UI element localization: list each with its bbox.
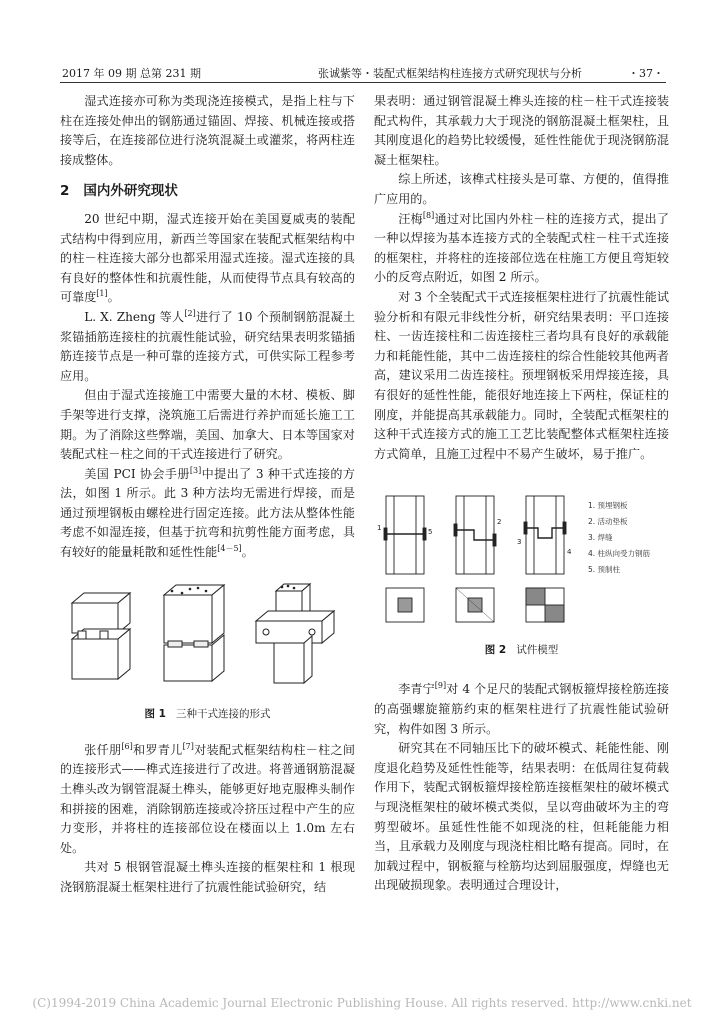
connection-form-1 (72, 593, 130, 679)
paragraph: 共对 5 根钢管混凝土榫头连接的框架柱和 1 根现浇钢筋混凝土框架柱进行了抗震性能试验研究，结 (60, 860, 355, 894)
text: 对装配式框架结构柱－柱之间的连接形式——榫式连接进行了改进。将普通钢筋混凝土榫头改为钢管混凝土榫头，能够更好地克服榫头制作和拼接的困难，消除钢筋连接或冷挤压过程中产生的应力变形，并将柱的连接部位设在楼面以上 1.0m 左右处。 (60, 742, 355, 855)
paragraph (60, 210, 355, 308)
text: 。 (241, 545, 254, 560)
text: 李青宁 (398, 682, 435, 697)
figure-1 (60, 579, 355, 725)
citation: [9] (434, 681, 447, 691)
citation: [3] (189, 465, 202, 475)
figure-1-illustration (60, 579, 355, 691)
paragraph: 湿式连接亦可称为类现浇连接模式，是指上柱与下柱在连接处伸出的钢筋通过锚固、焊接、机械连接或搭接等后，在连接部位进行浇筑混凝土或灌浆，将两柱连接成整体。 (60, 94, 355, 167)
text: 。 (107, 290, 120, 305)
paragraph: 研究其在不同轴压比下的破坏模式、耗能性能、刚度退化趋势及延性性能等，结果表明：在低周往复荷载作用下，装配式钢板箍焊接栓筋连接框架柱的破坏模式与现浇框架柱的破坏模式类似，呈以弯曲破坏为主的弯剪型破坏。虽延性性能不如现浇的柱，但耗能能力相当，且承载力及刚度与现浇柱相比略有提高。同时，在加载过程中，钢板箍与栓筋均达到屈服强度，焊缝也无出现破损现象。表明通过合理设计， (374, 741, 669, 893)
figure-2-legend (588, 500, 651, 574)
article-running-title: 张诚紫等・装配式框架结构柱连接方式研究现状与分析 (318, 67, 582, 80)
text: 美国 PCI 协会手册 (84, 466, 190, 481)
text: 20 世纪中期，湿式连接开始在美国夏威夷的装配式结构中得到应用，新西兰等国家在装配式框架结构中的柱－柱连接大部分也都采用湿式连接。湿式连接的具有良好的整体性和抗震性能，从而使得节点具有较高的可靠度 (60, 211, 355, 305)
label-3: 3 (517, 538, 522, 547)
figure-number: 图 1 (144, 708, 166, 721)
legend-item: 5. 预制柱 (588, 565, 621, 575)
citation: [4－5] (217, 544, 242, 554)
figure-number: 图 2 (484, 643, 507, 656)
figure-2-caption (374, 641, 669, 661)
section-title: 国内外研究现状 (83, 183, 178, 200)
citation: [8] (422, 210, 435, 220)
citation: [7] (182, 741, 194, 751)
specimen-flat-joint (384, 496, 426, 622)
text: L. X. Zheng 等人 (84, 309, 185, 324)
citation: [2] (184, 308, 196, 318)
citation: [1] (96, 289, 108, 299)
paragraph (60, 741, 355, 859)
citation: [6] (121, 741, 133, 751)
text: 对 4 个足尺的装配式钢板箍焊接栓筋连接的高强螺旋箍筋约束的框架柱进行了抗震性能试验研究，构件如图 3 所示。 (374, 682, 669, 736)
text: 通过对比国内外柱－柱的连接方式，提出了一种以焊接为基本连接方式的全装配式柱－柱干式连接的框架柱，并将柱的连接部位选在柱施工方便且弯矩较小的反弯点附近，如图 2 所示。 (374, 211, 669, 285)
paragraph: 果表明：通过钢管混凝土榫头连接的柱－柱干式连接装配式构件，其承载力大于现浇的钢筋混凝土框架柱，且其刚度退化的趋势比较缓慢，延性性能优于现浇钢筋混凝土框架柱。 (374, 94, 669, 167)
legend-item: 1. 预埋钢板 (588, 501, 628, 511)
figure-2 (374, 494, 669, 660)
label-5: 5 (428, 528, 433, 537)
paragraph (60, 308, 355, 386)
text: 和罗青儿 (132, 742, 183, 757)
figure-title: 试件模型 (516, 643, 559, 656)
text: 张仟朋 (84, 742, 122, 757)
paragraph (60, 465, 355, 563)
page-number: ・37・ (628, 67, 664, 80)
section-number: 2 (60, 183, 70, 200)
paragraph (374, 680, 669, 739)
text: 汪梅 (398, 211, 423, 226)
legend-item: 4. 柱纵向受力钢筋 (588, 549, 651, 559)
paragraph (374, 210, 669, 288)
copyright-footer: (C)1994-2019 China Academic Journal Electronic Publishing House. All rights reserved. http://www.cnki.net (32, 996, 692, 1010)
legend-item: 3. 焊缝 (588, 533, 613, 543)
specimen-one-tooth-joint (454, 496, 496, 622)
connection-form-2 (164, 585, 224, 681)
text: 进行了 10 个预制钢筋混凝土浆锚插筋连接柱的抗震性能试验，研究结果表明浆锚插筋连接节点是一种可靠的连接方式，可供实际工程参考应用。 (60, 309, 356, 383)
specimen-two-tooth-joint (524, 496, 566, 622)
right-column (374, 92, 669, 896)
paragraph: 对 3 个全装配式干式连接框架柱进行了抗震性能试验分析和有限元非线性分析，研究结果表明：平口连接柱、一齿连接柱和二齿连接柱三者均具有良好的承载能力和耗能性能，其中二齿连接柱的综合性能较其他两者高，建议采用二齿连接柱。预埋钢板采用焊接连接，具有很好的延性性能，能很好地连接上下两柱，保证柱的刚度，并能提高其承载能力。同时，全装配式框架柱的这种干式连接方式的施工工艺比装配整体式框架柱连接方式简单，且施工过程中不易产生破坏，易于推广。 (374, 289, 669, 461)
connection-form-3 (256, 584, 334, 683)
section-heading (60, 182, 355, 202)
label-4: 4 (567, 548, 572, 557)
label-1: 1 (377, 524, 382, 533)
legend-item: 2. 活动垫板 (588, 517, 628, 527)
text: 中提出了 3 种干式连接的方法，如图 1 所示。此 3 种方法均无需进行焊接，而是通过预埋钢板由螺栓进行固定连接。此方法从整体性能考虑不如湿连接，但基于抗弯和抗剪性能方面考虑，具有较好的能量耗散和延性性能 (60, 466, 356, 560)
running-header (60, 62, 666, 83)
paragraph: 但由于湿式连接施工中需要大量的木材、模板、脚手架等进行支撑，浇筑施工后需进行养护而延长施工工期。为了消除这些弊端，美国、加拿大、日本等国家对装配式柱－柱之间的干式连接进行了研究。 (60, 388, 355, 462)
figure-1-caption (60, 705, 355, 725)
label-2: 2 (497, 518, 502, 527)
figure-title: 三种干式连接的形式 (175, 708, 271, 721)
issue-info: 2017 年 09 期 总第 231 期 (62, 67, 201, 80)
figure-2-illustration (374, 494, 669, 626)
paragraph: 综上所述，该榫式柱接头是可靠、方便的，值得推广应用的。 (374, 172, 669, 206)
left-column (60, 92, 355, 898)
